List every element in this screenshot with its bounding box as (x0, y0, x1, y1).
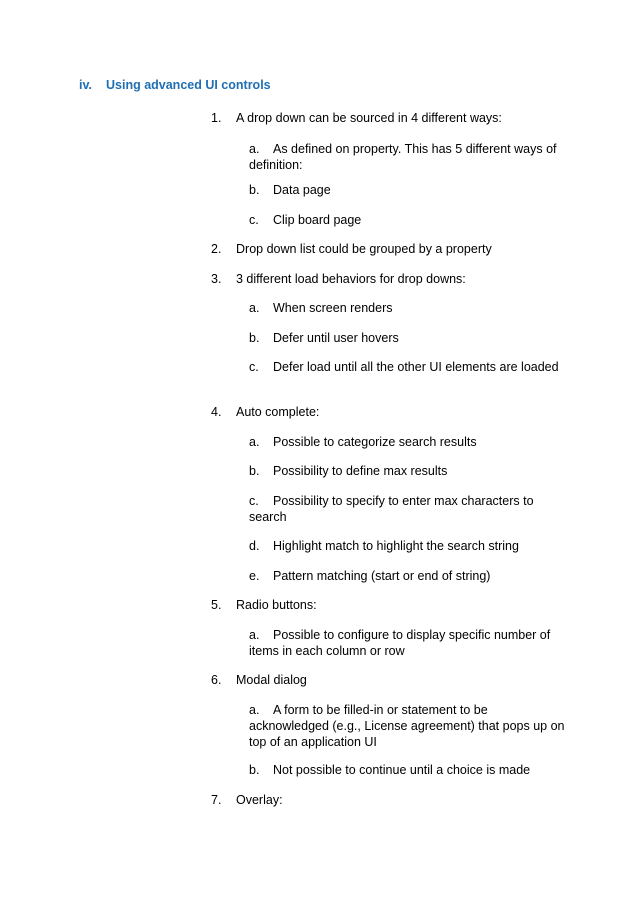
list-item-text: Drop down list could be grouped by a property (236, 242, 492, 256)
list-item-number: 4. (211, 405, 222, 419)
sub-list-item-text: Possibility to define max results (273, 464, 448, 478)
sub-list-item-letter: c. (249, 360, 259, 374)
sub-list-item-text: As defined on property. This has 5 different ways of definition: (249, 142, 557, 172)
list-item-text: Modal dialog (236, 673, 307, 687)
list-item (211, 792, 283, 808)
sub-list-item-text: Clip board page (273, 213, 362, 227)
list-item (211, 241, 492, 257)
section-number: iv. (79, 78, 92, 92)
sub-list-item-letter: e. (249, 569, 260, 583)
sub-list-item-text: Pattern matching (start or end of string) (273, 569, 491, 583)
list-item-text: Radio buttons: (236, 598, 317, 612)
sub-list-item-letter: a. (249, 435, 260, 449)
sub-list-item (249, 182, 569, 198)
list-item-text: A drop down can be sourced in 4 different ways: (236, 111, 502, 125)
sub-list-item (249, 493, 569, 525)
sub-list-item-text: A form to be filled-in or statement to be acknowledged (e.g., License agreement) that pops up on top of an application UI (249, 703, 565, 749)
sub-list-item (249, 359, 569, 375)
sub-list-item-letter: b. (249, 763, 260, 777)
sub-list-item (249, 330, 569, 346)
sub-list-item-letter: a. (249, 628, 260, 642)
sub-list-item-text: Defer load until all the other UI elements are loaded (273, 360, 559, 374)
sub-list-item-letter: c. (249, 213, 259, 227)
section-title: Using advanced UI controls (106, 78, 271, 92)
sub-list-item (249, 212, 569, 228)
list-item-number: 1. (211, 111, 222, 125)
sub-list-item-text: Possibility to specify to enter max characters to search (249, 494, 534, 524)
sub-list-item-letter: b. (249, 464, 260, 478)
sub-list-item-letter: a. (249, 142, 260, 156)
sub-list-item (249, 762, 569, 778)
sub-list-item (249, 568, 569, 584)
list-item-text: Overlay: (236, 793, 283, 807)
sub-list-item-text: Defer until user hovers (273, 331, 399, 345)
sub-list-item-text: Possible to categorize search results (273, 435, 477, 449)
sub-list-item-letter: a. (249, 703, 260, 717)
list-item-number: 2. (211, 242, 222, 256)
list-item-text: Auto complete: (236, 405, 320, 419)
list-item-number: 5. (211, 598, 222, 612)
sub-list-item (249, 538, 569, 554)
sub-list-item (249, 300, 569, 316)
sub-list-item-letter: d. (249, 539, 260, 553)
list-item (211, 672, 307, 688)
list-item (211, 110, 502, 126)
sub-list-item-text: Possible to configure to display specific number of items in each column or row (249, 628, 551, 658)
sub-list-item (249, 463, 569, 479)
list-item-text: 3 different load behaviors for drop downs: (236, 272, 466, 286)
list-item (211, 404, 319, 420)
list-item (211, 597, 317, 613)
sub-list-item-letter: b. (249, 331, 260, 345)
sub-list-item-letter: a. (249, 301, 260, 315)
sub-list-item (249, 141, 569, 173)
section-heading (79, 78, 271, 92)
sub-list-item (249, 627, 569, 659)
sub-list-item-text: Highlight match to highlight the search string (273, 539, 519, 553)
sub-list-item-text: Not possible to continue until a choice is made (273, 763, 531, 777)
sub-list-item (249, 702, 569, 750)
list-item-number: 6. (211, 673, 222, 687)
sub-list-item-text: When screen renders (273, 301, 393, 315)
sub-list-item-letter: b. (249, 183, 260, 197)
sub-list-item-text: Data page (273, 183, 331, 197)
sub-list-item-letter: c. (249, 494, 259, 508)
list-item-number: 7. (211, 793, 222, 807)
sub-list-item (249, 434, 569, 450)
list-item-number: 3. (211, 272, 222, 286)
list-item (211, 271, 466, 287)
